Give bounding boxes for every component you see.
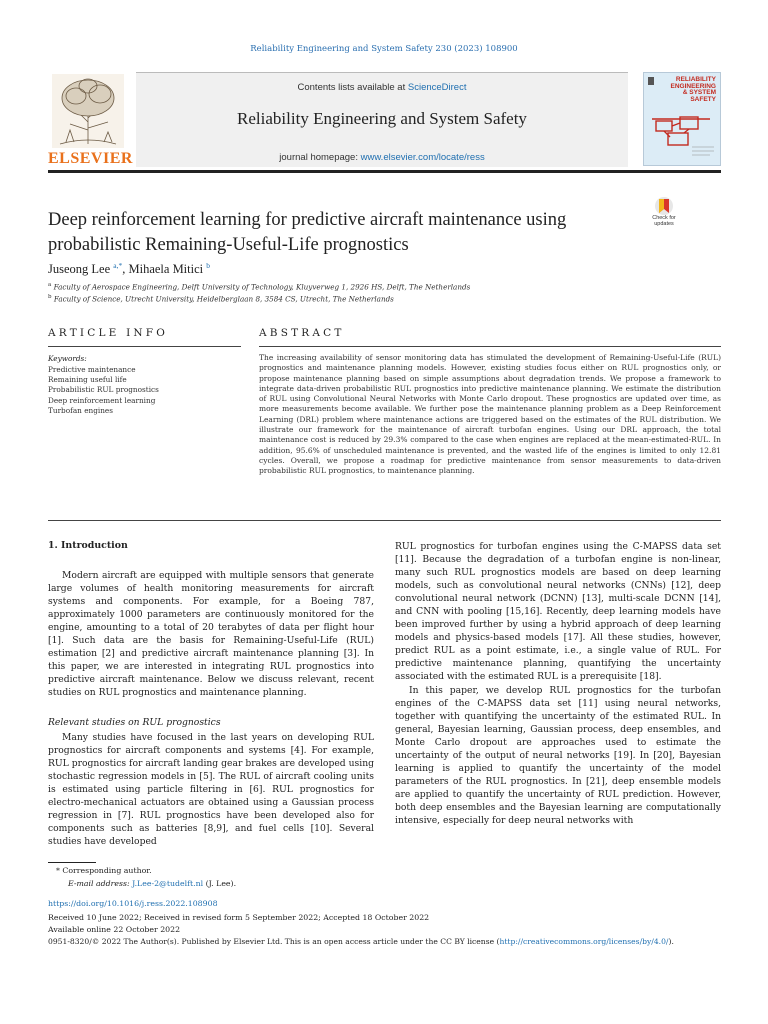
cover-title-line: RELIABILITY xyxy=(675,76,716,83)
cover-title-line: SAFETY xyxy=(690,95,716,103)
corresponding-author-note: * Corresponding author. xyxy=(56,866,152,875)
doi-link[interactable]: https://doi.org/10.1016/j.ress.2022.108908 xyxy=(48,899,218,908)
cover-diagram-icon xyxy=(644,73,721,166)
body-paragraph: RUL prognostics for turbofan engines using the C-MAPSS data set [11]. Because the degradation of a turbofan engine is non-linear, many such RUL prognostics models are based on deep learning models, such as convolutional neural networks (CNNs) [12], deep convolutional neural network (DCNN) [13], multi-scale DCNN [14], and CNN with pooling [15,16]. Recently, deep learning models have been improved further by using a hybrid approach of deep learning models and physics-based models [17]. All these studies, however, predict RUL as a point estimate, i.e., a single value of RUL. For predictive maintenance planning, quantifying the uncertainty associated with the estimated RUL is a prerequisite [18]. xyxy=(395,541,721,683)
homepage-prefix: journal homepage: xyxy=(279,152,361,163)
author-name[interactable]: Mihaela Mitici xyxy=(128,262,204,277)
body-paragraph: In this paper, we develop RUL prognostics for the turbofan engines of the C-MAPSS data set [11] using neural networks, together with quantifying the uncertainty of the estimated RUL. In general, Bayesian learning, Gaussian process, deep ensembles, and Monte Carlo dropout are approaches used to estimate the uncertainty of the output of neural networks [19]. In [20], Bayesian learning is applied to quantify the uncertainty of the model parameters of the RUL prognostics. In [21], deep ensemble models are applied to quantify the uncertainty of RUL prediction. However, both deep ensembles and the Bayesian learning are computationally intensive, especially for deep neural networks with xyxy=(395,684,721,826)
body-column-left-bottom xyxy=(48,731,374,848)
contents-prefix: Contents lists available at xyxy=(297,82,408,93)
received-dates: Received 10 June 2022; Received in revised form 5 September 2022; Accepted 18 October 2022 xyxy=(48,913,430,922)
license-prefix: 0951-8320/© 2022 The Author(s). Published by Elsevier Ltd. This is an open access article under the CC BY license ( xyxy=(48,937,500,946)
bookmark-icon xyxy=(646,196,682,216)
sciencedirect-link[interactable]: ScienceDirect xyxy=(407,82,467,93)
article-title xyxy=(48,208,608,258)
online-date: Available online 22 October 2022 xyxy=(48,925,181,934)
journal-title[interactable]: Reliability Engineering and System Safety xyxy=(237,109,527,128)
article-info-divider xyxy=(48,346,241,347)
email-label: E-mail address: xyxy=(68,879,133,888)
journal-cover-thumbnail[interactable] xyxy=(643,72,721,166)
author-separator: , xyxy=(122,262,129,277)
footnote-divider xyxy=(48,862,96,863)
keyword-item: Predictive maintenance xyxy=(48,365,136,374)
affiliation-marker: a xyxy=(48,282,52,288)
abstract-text: The increasing availability of sensor monitoring data has stimulated the development of Remaining-Useful-Life (RUL) prognostics and maintenance planning models. However, existing studies focus either on RUL prognostics only, or propose maintenance planning based on simple assumptions about degradation trends. We propose a framework to integrate data-driven probabilistic RUL prognostics into predictive maintenance planning. We estimate the distribution of RUL using Convolutional Neural Networks with Monte Carlo dropout. These prognostics are updated over time, as more measurements become available. We further pose the maintenance planning problem as a Deep Reinforcement Learning (DRL) problem where maintenance actions are triggered based on the estimates of the RUL distribution. We illustrate our framework for the maintenance of aircraft turbofan engines. Using our DRL approach, the total maintenance cost is reduced by 29.3% compared to the case when engines are replaced at the mean-estimated-RUL. In addition, 95.6% of unscheduled maintenance is prevented, and the wasted life of the engines is limited to only 12.81 cycles. Overall, we propose a roadmap for predictive maintenance from sensor measurements to data-driven probabilistic RUL prognostics, to maintenance planning. xyxy=(259,353,721,476)
abstract-divider xyxy=(259,346,721,347)
email-suffix: (J. Lee). xyxy=(203,879,237,888)
keyword-item: Deep reinforcement learning xyxy=(48,395,156,405)
body-column-right xyxy=(395,540,721,827)
article-info-heading: ARTICLE INFO xyxy=(48,327,169,339)
journal-info-box xyxy=(136,72,628,167)
license-link[interactable]: http://creativecommons.org/licenses/by/4.0/ xyxy=(499,937,669,946)
article-title-line-1: Deep reinforcement learning for predictive aircraft maintenance using xyxy=(48,210,567,230)
keyword-item: Remaining useful life xyxy=(48,375,127,385)
author-affiliation-marker[interactable]: b xyxy=(206,261,210,270)
author-affiliation-marker[interactable]: a,* xyxy=(113,261,123,270)
author-email-link[interactable]: J.Lee-2@tudelft.nl xyxy=(132,879,204,888)
author-list xyxy=(48,261,210,277)
email-note xyxy=(68,879,236,888)
homepage-line xyxy=(136,152,628,163)
body-column-left-top xyxy=(48,569,374,699)
check-label-line: Check for xyxy=(652,215,676,221)
affiliation-text: Faculty of Science, Utrecht University, Heidelberglaan 8, 3584 CS, Utrecht, The Netherlands xyxy=(53,294,394,304)
affiliation-text: Faculty of Aerospace Engineering, Delft University of Technology, Kluyverweg 1, 2926 HS, Delft, The Netherlands xyxy=(53,282,471,292)
masthead-divider xyxy=(48,170,721,173)
journal-masthead xyxy=(48,72,628,168)
cover-title-line: ENGINEERING xyxy=(670,82,716,90)
check-label-line: updates xyxy=(654,221,674,227)
keyword-list xyxy=(48,365,159,416)
subsection-heading: Relevant studies on RUL prognostics xyxy=(48,717,221,728)
front-matter-divider xyxy=(48,520,721,521)
keywords-label: Keywords: xyxy=(48,354,87,363)
check-for-updates-label xyxy=(646,215,682,227)
license-statement xyxy=(48,937,728,946)
license-suffix: ). xyxy=(668,937,674,946)
journal-homepage-link[interactable]: www.elsevier.com/locate/ress xyxy=(360,152,485,163)
contents-line xyxy=(136,82,628,93)
keyword-item: Turbofan engines xyxy=(48,405,113,415)
running-header[interactable]: Reliability Engineering and System Safety 230 (2023) 108900 xyxy=(250,44,518,54)
affiliation-b xyxy=(48,294,394,303)
affiliation-a xyxy=(48,282,470,291)
abstract-heading: ABSTRACT xyxy=(259,327,345,339)
author-name[interactable]: Juseong Lee xyxy=(48,262,111,277)
keyword-item: Probabilistic RUL prognostics xyxy=(48,385,159,395)
check-for-updates-button[interactable] xyxy=(646,196,682,232)
body-paragraph: Modern aircraft are equipped with multiple sensors that generate large volumes of health monitoring measurements for aircraft systems and components. For example, for a Boeing 787, approximately 1000 parameters are continuously monitored for the engine, amounting to a total of 20 terabytes of data per flight hour [1]. Such data are the basis for Remaining-Useful-Life (RUL) estimation [2] and predictive aircraft maintenance planning [3]. In this paper, we are interested in integrating RUL prognostics into predictive aircraft maintenance. Below we discuss relevant, recent studies on RUL prognostics and maintenance planning. xyxy=(48,570,374,699)
elsevier-wordmark[interactable]: ELSEVIER xyxy=(48,150,133,167)
section-heading-introduction: 1. Introduction xyxy=(48,540,128,551)
affiliation-marker: b xyxy=(48,294,52,300)
cover-title-line: & SYSTEM xyxy=(682,89,716,96)
article-title-line-2: probabilistic Remaining-Useful-Life prognostics xyxy=(48,235,409,255)
body-paragraph: Many studies have focused in the last years on developing RUL prognostics for aircraft components and systems [4]. For example, RUL prognostics for aircraft landing gear brakes are developed using stochastic regression models in [5]. The RUL of aircraft cooling units is estimated using particle filtering in [6]. RUL prognostics for electro-mechanical actuators are obtained using a Gaussian process regression in [7]. RUL prognostics have been developed also for components such as batteries [8,9], and fuel cells [10]. Several studies have developed xyxy=(48,732,374,848)
